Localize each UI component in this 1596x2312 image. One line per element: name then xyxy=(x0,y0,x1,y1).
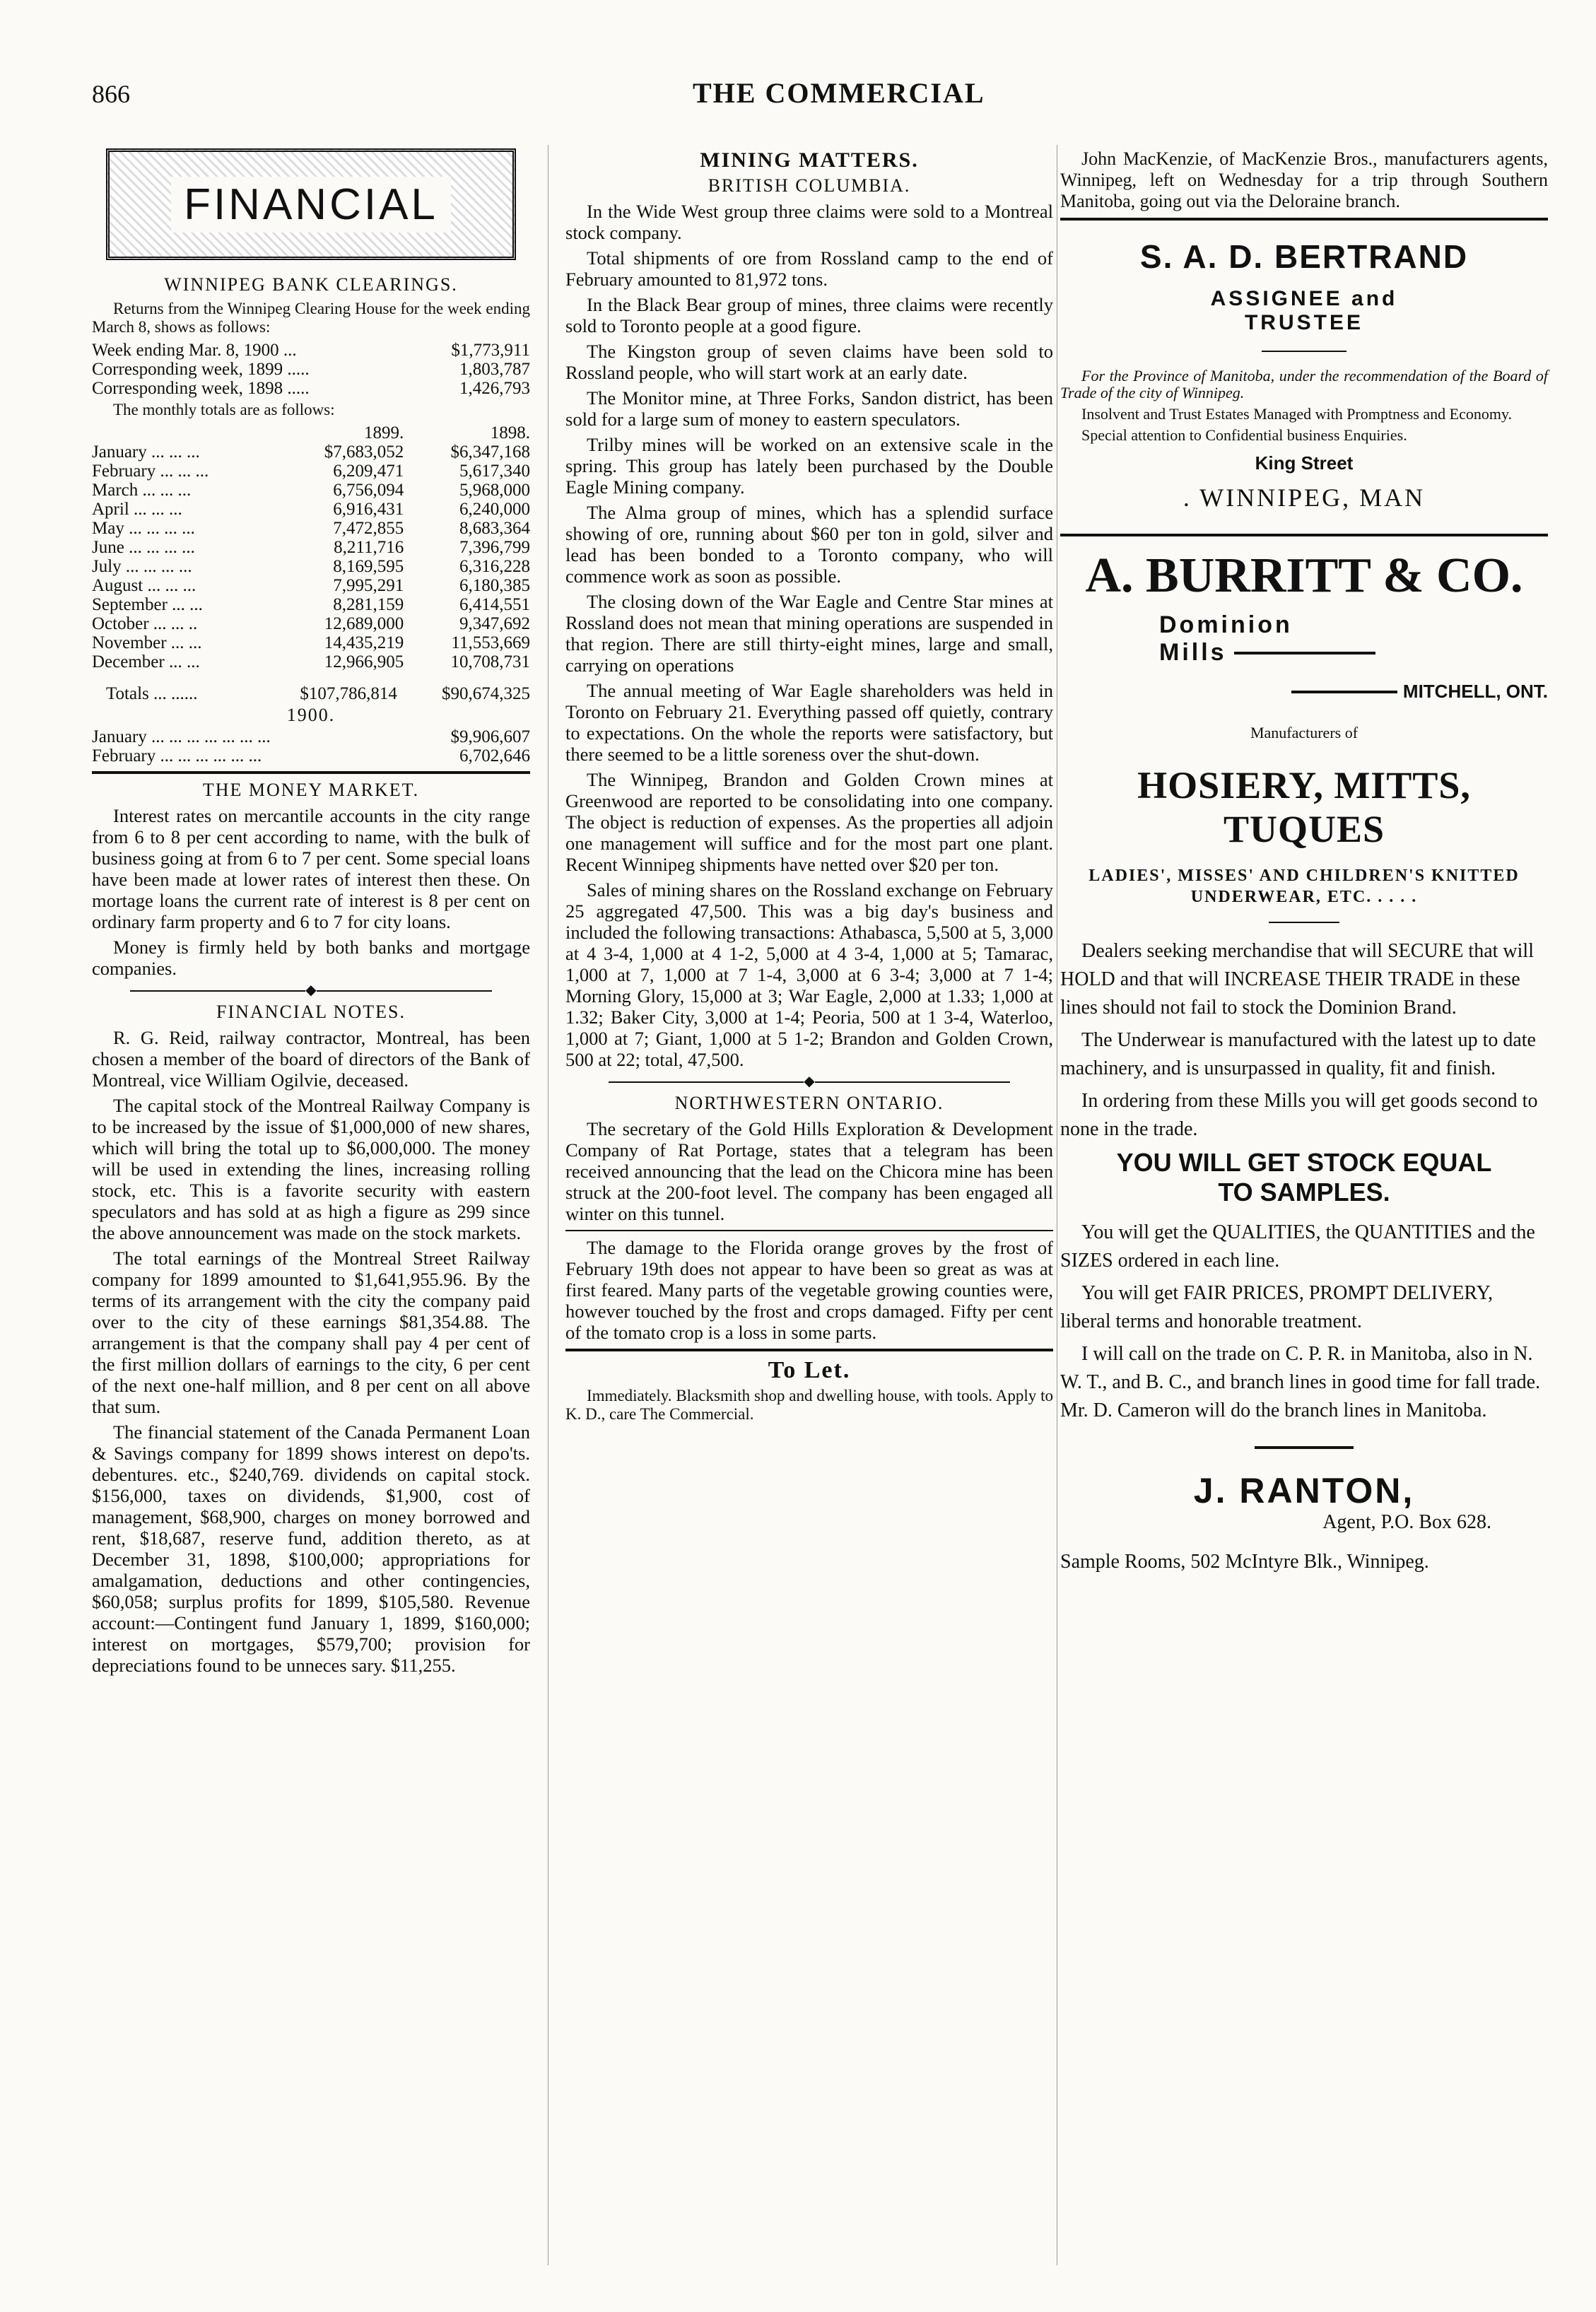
month-label: May ... ... ... ... xyxy=(92,519,195,538)
paragraph: The Underwear is manufactured with the latest up to date machinery, and is unsurpassed in quality, fit and finish. xyxy=(1060,1029,1536,1079)
paragraph: The annual meeting of War Eagle shareholders was held in Toronto on February 21. Everything passed off quietly, contrary to expectations. On the whole the reports were satisfactory, but there seemed to be a little soreness over the shut-down. xyxy=(565,680,1053,765)
column-header: 1899. xyxy=(364,423,404,442)
table-row xyxy=(92,595,530,614)
table-row xyxy=(92,360,530,379)
value-1899: 6,209,471 xyxy=(333,462,404,481)
table-row xyxy=(92,519,530,538)
advert-name: S. A. D. BERTRAND xyxy=(1139,238,1469,275)
totals-table xyxy=(92,684,530,703)
month-label: January ... ... ... xyxy=(92,442,200,462)
paragraph: Sales of mining shares on the Rossland exchange on February 25 aggregated 47,500. This was a big day's business and included the following transactions: Athabasca, 5,500 at 5, 3,000 at 4 3-4, 1,000 at 4 1-2, 5,000 at 4 3-4, 1,000 at 5; Tamarac, 1,000 at 7, 1,000 at 7 1-4, 3,000 at 6 3-4; 3,000 at 7 1-4; Morning Glory, 15,000 at 3; War Eagle, 2,000 at 1.33; 1,000 at 1.32; Baker City, 3,000 at 1-4; Peoria, 500 at 1 3-4, Waterloo, 1,000 at 7; Giant, 1,000 at 5 1-2; Brandon and Golden Crown, 500 at 22; total, 47,500. xyxy=(565,879,1053,1070)
row-label: Week ending Mar. 8, 1900 ... xyxy=(92,341,297,360)
paragraph: Total shipments of ore from Rossland camp to the end of February amounted to 81,972 tons. xyxy=(565,247,1053,290)
paragraph: R. G. Reid, railway contractor, Montreal, has been chosen a member of the board of directors of the Bank of Montreal, vice William Ogilvie, deceased. xyxy=(92,1027,530,1091)
advert-stock-line: TO SAMPLES. xyxy=(1218,1178,1390,1207)
divider xyxy=(1291,691,1397,693)
table-row xyxy=(92,576,530,595)
month-label: April ... ... ... xyxy=(92,500,182,519)
advert-title: TRUSTEE xyxy=(1244,311,1363,334)
weekly-clearings-table xyxy=(92,341,530,398)
value-1898: 6,414,551 xyxy=(459,595,530,614)
paragraph: Interest rates on mercantile accounts in the city range from 6 to 8 per cent according to name, with the bulk of business going at from 6 to 7 per cent. Some special loans have been made at lower rates of interest then these. On mortage loans the current rate of interest is 8 per cent on ordinary farm property and 6 to 7 for city loans. xyxy=(92,805,530,932)
value-1899: 6,916,431 xyxy=(333,500,404,519)
value-1898: 9,347,692 xyxy=(459,614,530,633)
year-heading: 1900. xyxy=(286,705,336,725)
divider: ◆ xyxy=(92,983,530,997)
advert-street: King Street xyxy=(1255,452,1354,474)
section-heading: MINING MATTERS. xyxy=(700,148,919,172)
paragraph: The financial statement of the Canada Permanent Loan & Savings company for 1899 shows interest on depo'ts. debentures. etc., $240,769. dividends on capital stock. $156,000, taxes on dividends, $1,900, cost of management, $68,900, charges on money borrowed and rent, $18,687, reserve fund, addition thereto, as at December 31, 1898, $100,000; appropriations for amalgamation, deductions and other contingencies, $60,058; surplus profits for 1899, $105,580. Revenue account:—Contingent fund January 1, 1899, $160,000; interest on mortgages, $579,700; provision for depreciations found to be unneces sary. $11,255. xyxy=(92,1421,530,1676)
divider xyxy=(92,771,530,774)
divider xyxy=(1234,652,1375,655)
subsection-heading: BRITISH COLUMBIA. xyxy=(708,175,911,196)
page-number: 866 xyxy=(92,80,130,108)
table-row xyxy=(92,684,530,703)
paragraph: The closing down of the War Eagle and Centre Star mines at Rossland does not mean that mining operations are suspended in that region. There are still thirty-eight mines, large and small, carrying on operations xyxy=(565,591,1053,676)
bertrand-advert xyxy=(1060,237,1548,512)
value-1898: $6,347,168 xyxy=(450,442,530,462)
divider xyxy=(1269,922,1339,923)
advert-underwear: LADIES', MISSES' AND CHILDREN'S KNITTED UNDERWEAR, ETC. . . . . xyxy=(1089,867,1520,906)
paragraph: I will call on the trade on C. P. R. in Manitoba, also in N. W. T., and B. C., and branch lines in good time for fall trade. Mr. D. Cameron will do the branch lines in Manitoba. xyxy=(1060,1343,1541,1421)
value-1899: $7,683,052 xyxy=(324,442,404,462)
table-row xyxy=(92,379,530,398)
column-middle xyxy=(565,148,1053,1428)
value-1898: 5,968,000 xyxy=(459,481,530,500)
advert-dominion: Dominion xyxy=(1159,611,1293,638)
northwestern-body xyxy=(565,1118,1053,1224)
value-1898: 7,396,799 xyxy=(459,538,530,557)
row-label: Corresponding week, 1899 ..... xyxy=(92,360,310,379)
month-label: September ... ... xyxy=(92,595,203,614)
financial-notes-body xyxy=(92,1027,530,1676)
paragraph: The secretary of the Gold Hills Exploration & Development Company of Rat Portage, states that a telegram has been received announcing that the lead on the Chicora mine has been struck at the 200-foot level. The company has been engaged all winter on this tunnel. xyxy=(565,1118,1053,1224)
advert-stock-line: YOU WILL GET STOCK EQUAL xyxy=(1116,1148,1492,1177)
divider xyxy=(1262,351,1346,352)
burritt-body xyxy=(1060,1219,1548,1425)
table-row xyxy=(92,652,530,671)
advert-mills: Mills xyxy=(1159,639,1227,666)
table-header-row xyxy=(92,423,530,442)
value-1899: 7,995,291 xyxy=(333,576,404,595)
row-value: $1,773,911 xyxy=(451,341,530,360)
column-right xyxy=(1060,148,1548,1580)
month-label: June ... ... ... ... xyxy=(92,538,195,557)
paragraph: John MacKenzie, of MacKenzie Bros., manufacturers agents, Winnipeg, left on Wednesday for a trip through Southern Manitoba, going out via the Deloraine branch. xyxy=(1060,148,1548,211)
paragraph: You will get FAIR PRICES, PROMPT DELIVERY, liberal terms and honorable treatment. xyxy=(1060,1282,1494,1332)
section-heading: To Let. xyxy=(768,1357,851,1383)
paragraph: Money is firmly held by both banks and mortgage companies. xyxy=(92,937,530,979)
advert-title: ASSIGNEE and xyxy=(1210,287,1398,310)
divider xyxy=(1255,1446,1354,1449)
month-label: January ... ... ... ... ... ... ... xyxy=(92,727,271,746)
table-row xyxy=(92,500,530,519)
paragraph: The monthly totals are as follows: xyxy=(113,401,335,418)
paragraph: For the Province of Manitoba, under the recommendation of the Board of Trade of the city of Winnipeg. xyxy=(1060,367,1548,401)
paragraph: The damage to the Florida orange groves by the frost of February 19th does not appear to have been so great as was at first feared. Many parts of the vegetable growing counties were, however touched by the frost and crops damaged. Fifty per cent of the tomato crop is a loss in some parts. xyxy=(565,1237,1053,1343)
advert-agent: Agent, P.O. Box 628. xyxy=(1322,1511,1491,1533)
month-label: December ... ... xyxy=(92,652,200,671)
advert-products: HOSIERY, MITTS, TUQUES xyxy=(1137,764,1471,850)
value-1899: 6,756,094 xyxy=(333,481,404,500)
paragraph: The capital stock of the Montreal Railway Company is to be increased by the issue of $1,000,000 of new shares, which will bring the total up to $6,000,000. The money will be used in extending the lines, increasing rolling stock, etc. This is a favorite security with eastern speculators and has sold at as high a figure as 299 since the above announcement was made on the stock markets. xyxy=(92,1095,530,1243)
burritt-advert xyxy=(1060,548,1548,1576)
value-1898: 11,553,669 xyxy=(451,633,530,652)
column-left xyxy=(92,148,530,1680)
section-heading: NORTHWESTERN ONTARIO. xyxy=(674,1093,944,1113)
advert-manufacturers: Manufacturers of xyxy=(1250,724,1359,741)
value-1898: 6,180,385 xyxy=(459,576,530,595)
paragraph: Immediately. Blacksmith shop and dwelling house, with tools. Apply to K. D., care The Commercial. xyxy=(565,1387,1053,1423)
row-label: Corresponding week, 1898 ..... xyxy=(92,379,310,398)
mining-body xyxy=(565,201,1053,1070)
value-1899: 7,472,855 xyxy=(333,519,404,538)
value-1899: 8,211,716 xyxy=(334,538,404,557)
table-row xyxy=(92,633,530,652)
paragraph: The Alma group of mines, which has a splendid surface showing of ore, running about $60 per ton in gold, silver and lead has been bonded to a Toronto company, who will commence work as soon as possible. xyxy=(565,502,1053,587)
row-value: 1,803,787 xyxy=(459,360,530,379)
value-1899: 12,689,000 xyxy=(324,614,404,633)
paragraph: In the Black Bear group of mines, three claims were recently sold to Toronto people at a good figure. xyxy=(565,294,1053,336)
paragraph: Returns from the Winnipeg Clearing House for the week ending March 8, shows as follows: xyxy=(92,300,530,336)
month-label: November ... ... xyxy=(92,633,202,652)
money-market-body xyxy=(92,805,530,979)
section-heading: THE MONEY MARKET. xyxy=(202,780,420,800)
advert-signature: J. RANTON, xyxy=(1193,1471,1415,1510)
paragraph: The total earnings of the Montreal Street Railway company for 1899 amounted to $1,641,955.96. By the terms of its arrangement with the city the company paid over to the city of these earnings $81,354.88. The arrangement is that the company shall pay 4 per cent of the first million dollars of earnings to the city, 6 per cent of the next one-half million, and 8 per cent on all above that sum. xyxy=(92,1248,530,1417)
paragraph: The Kingston group of seven claims have been sold to Rossland people, who will start work at an early date. xyxy=(565,341,1053,383)
advert-location: MITCHELL, ONT. xyxy=(1402,681,1548,702)
totals-label: Totals ... ...... xyxy=(106,684,198,703)
value-1900: 6,702,646 xyxy=(459,746,530,765)
value-1898: 8,683,364 xyxy=(459,519,530,538)
paragraph: Special attention to Confidential business Enquiries. xyxy=(1081,426,1407,444)
burritt-body xyxy=(1060,937,1548,1144)
table-row xyxy=(92,614,530,633)
clearings-1900-table xyxy=(92,727,530,765)
paragraph: The Winnipeg, Brandon and Golden Crown mines at Greenwood are reported to be consolidating into one company. The object is reduction of expenses. As the properties all adjoin one management will suffice and for the most part one plant. Recent Winnipeg shipments have netted over $20 per ton. xyxy=(565,769,1053,875)
month-label: August ... ... ... xyxy=(92,576,196,595)
value-1899: 14,435,219 xyxy=(324,633,404,652)
table-row xyxy=(92,727,530,746)
value-1900: $9,906,607 xyxy=(450,727,530,746)
value-1899: 8,281,159 xyxy=(333,595,404,614)
section-heading: FINANCIAL NOTES. xyxy=(216,1002,406,1022)
divider: ◆ xyxy=(565,1074,1053,1088)
table-row xyxy=(92,341,530,360)
paragraph: You will get the QUALITIES, the QUANTITIES and the SIZES ordered in each line. xyxy=(1060,1221,1535,1272)
paragraph: In the Wide West group three claims were sold to a Montreal stock company. xyxy=(565,201,1053,243)
financial-banner xyxy=(106,148,516,260)
paragraph: Insolvent and Trust Estates Managed with Promptness and Economy. xyxy=(1081,405,1513,423)
banner-text: FINANCIAL xyxy=(171,177,451,233)
month-label: July ... ... ... ... xyxy=(92,557,192,576)
value-1899: 12,966,905 xyxy=(324,652,404,671)
divider xyxy=(1060,218,1548,221)
month-label: February ... ... ... ... ... ... xyxy=(92,746,262,765)
divider xyxy=(565,1230,1053,1231)
totals-1898: $90,674,325 xyxy=(442,684,530,703)
paragraph: The Monitor mine, at Three Forks, Sandon district, has been sold for a large sum of money to eastern speculators. xyxy=(565,387,1053,430)
table-row xyxy=(92,557,530,576)
paragraph: Dealers seeking merchandise that will SECURE that will HOLD and that will INCREASE THEIR TRADE in these lines should not fail to stock the Dominion Brand. xyxy=(1060,940,1534,1019)
divider xyxy=(1060,534,1548,536)
advert-city: . WINNIPEG, MAN xyxy=(1183,483,1426,512)
paragraph: Trilby mines will be worked on an extensive scale in the spring. This group has lately been purchased by the Double Eagle Mining company. xyxy=(565,434,1053,498)
section-heading: WINNIPEG BANK CLEARINGS. xyxy=(164,274,458,295)
advert-mills-line xyxy=(1159,639,1548,667)
table-row xyxy=(92,462,530,481)
divider xyxy=(565,1349,1053,1351)
table-row xyxy=(92,442,530,462)
value-1898: 6,240,000 xyxy=(459,500,530,519)
row-value: 1,426,793 xyxy=(459,379,530,398)
paragraph: In ordering from these Mills you will get goods second to none in the trade. xyxy=(1060,1090,1538,1140)
value-1898: 10,708,731 xyxy=(450,652,530,671)
table-row xyxy=(92,538,530,557)
value-1898: 6,316,228 xyxy=(459,557,530,576)
table-row xyxy=(92,746,530,765)
monthly-clearings-table xyxy=(92,423,530,671)
advert-location-line xyxy=(1060,681,1548,703)
totals-1899: $107,786,814 xyxy=(300,684,397,703)
month-label: February ... ... ... xyxy=(92,462,209,481)
table-row xyxy=(92,481,530,500)
column-header: 1898. xyxy=(490,423,530,442)
month-label: October ... ... .. xyxy=(92,614,198,633)
month-label: March ... ... ... xyxy=(92,481,192,500)
page-title: THE COMMERCIAL xyxy=(693,77,985,109)
value-1899: 8,169,595 xyxy=(333,557,404,576)
value-1898: 5,617,340 xyxy=(459,462,530,481)
advert-name: A. BURRITT & CO. xyxy=(1085,548,1523,603)
paragraph: Sample Rooms, 502 McIntyre Blk., Winnipeg. xyxy=(1060,1551,1429,1573)
